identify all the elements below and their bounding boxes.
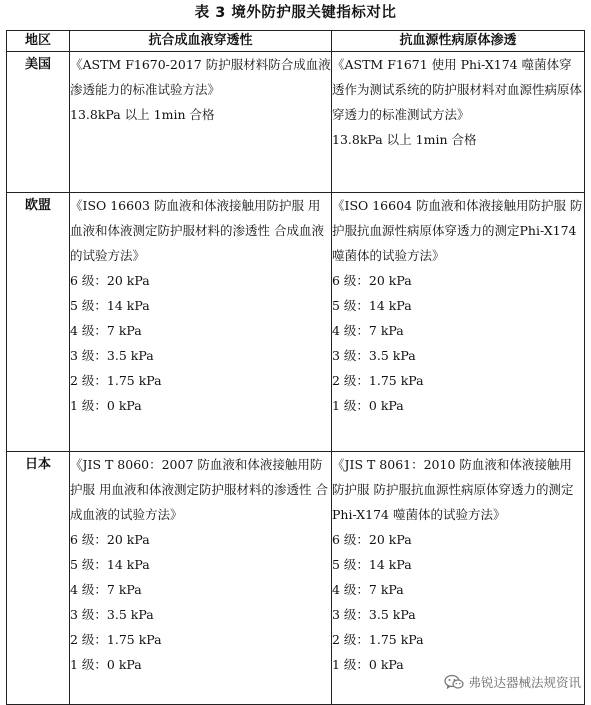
synthetic-blood-cell bbox=[70, 452, 332, 705]
table-row bbox=[7, 452, 585, 705]
table-caption: 表 3 境外防护服关键指标对比 bbox=[194, 5, 397, 21]
header-bloodborne-pathogen: 抗血源性病原体渗透 bbox=[332, 31, 585, 52]
criteria-line: 2 级：1.75 kPa bbox=[70, 632, 162, 647]
criteria-line: 5 级：14 kPa bbox=[332, 557, 412, 572]
table-header-row bbox=[7, 31, 585, 52]
criteria-line: 6 级：20 kPa bbox=[70, 273, 150, 288]
table-row bbox=[7, 193, 585, 452]
standard-text: 《ISO 16603 防血液和体液接触用防护服 用血液和体液测定防护服材料的渗透性 合成血液的试验方法》 bbox=[70, 198, 324, 263]
standard-text: 《ISO 16604 防血液和体液接触用防护服 防护服抗血源性病原体穿透力的测定Phi-X174 噬菌体的试验方法》 bbox=[332, 198, 583, 263]
watermark bbox=[444, 673, 581, 691]
standard-text: 《ASTM F1671 使用 Phi-X174 噬菌体穿透作为测试系统的防护服材料对血源性病原体穿透力的标准测试方法》 bbox=[332, 57, 583, 122]
criteria-line: 6 级：20 kPa bbox=[332, 273, 412, 288]
watermark-text: 弗锐达器械法规资讯 bbox=[468, 675, 581, 690]
bloodborne-pathogen-cell bbox=[332, 52, 585, 193]
wechat-icon bbox=[444, 674, 464, 690]
standard-text: 《ASTM F1670-2017 防护服材料防合成血液渗透能力的标准试验方法》 bbox=[70, 57, 331, 97]
header-synthetic-blood: 抗合成血液穿透性 bbox=[70, 31, 332, 52]
synthetic-blood-cell bbox=[70, 193, 332, 452]
criteria-line: 2 级：1.75 kPa bbox=[332, 632, 424, 647]
region-cell: 美国 bbox=[7, 52, 70, 193]
criteria-line: 1 级：0 kPa bbox=[70, 657, 142, 672]
region-cell: 日本 bbox=[7, 452, 70, 705]
bloodborne-pathogen-cell bbox=[332, 452, 585, 705]
criteria-line: 3 级：3.5 kPa bbox=[332, 607, 416, 622]
criteria-line: 2 级：1.75 kPa bbox=[70, 373, 162, 388]
criteria-line: 3 级：3.5 kPa bbox=[70, 607, 154, 622]
criteria-line: 2 级：1.75 kPa bbox=[332, 373, 424, 388]
criteria-line: 4 级：7 kPa bbox=[332, 582, 404, 597]
criteria-line: 4 级：7 kPa bbox=[70, 582, 142, 597]
region-cell: 欧盟 bbox=[7, 193, 70, 452]
synthetic-blood-cell bbox=[70, 52, 332, 193]
criteria-line: 6 级：20 kPa bbox=[70, 532, 150, 547]
criteria-line: 5 级：14 kPa bbox=[70, 298, 150, 313]
comparison-table bbox=[6, 30, 585, 705]
criteria-line: 5 级：14 kPa bbox=[332, 298, 412, 313]
bloodborne-pathogen-cell bbox=[332, 193, 585, 452]
criteria-line: 5 级：14 kPa bbox=[70, 557, 150, 572]
standard-text: 《JIS T 8060：2007 防血液和体液接触用防护服 用血液和体液测定防护服材料的渗透性 合成血液的试验方法》 bbox=[70, 457, 328, 522]
criteria-line: 3 级：3.5 kPa bbox=[332, 348, 416, 363]
criteria-line: 4 级：7 kPa bbox=[332, 323, 404, 338]
criteria-line: 1 级：0 kPa bbox=[70, 398, 142, 413]
criteria-line: 3 级：3.5 kPa bbox=[70, 348, 154, 363]
criteria-line: 4 级：7 kPa bbox=[70, 323, 142, 338]
table-row bbox=[7, 52, 585, 193]
criteria-line: 1 级：0 kPa bbox=[332, 657, 404, 672]
criteria-line: 13.8kPa 以上 1min 合格 bbox=[332, 132, 477, 147]
criteria-line: 13.8kPa 以上 1min 合格 bbox=[70, 107, 215, 122]
header-region: 地区 bbox=[7, 31, 70, 52]
standard-text: 《JIS T 8061：2010 防血液和体液接触用防护服 防护服抗血源性病原体穿透力的测定 Phi-X174 噬菌体的试验方法》 bbox=[332, 457, 574, 522]
criteria-line: 1 级：0 kPa bbox=[332, 398, 404, 413]
criteria-line: 6 级：20 kPa bbox=[332, 532, 412, 547]
